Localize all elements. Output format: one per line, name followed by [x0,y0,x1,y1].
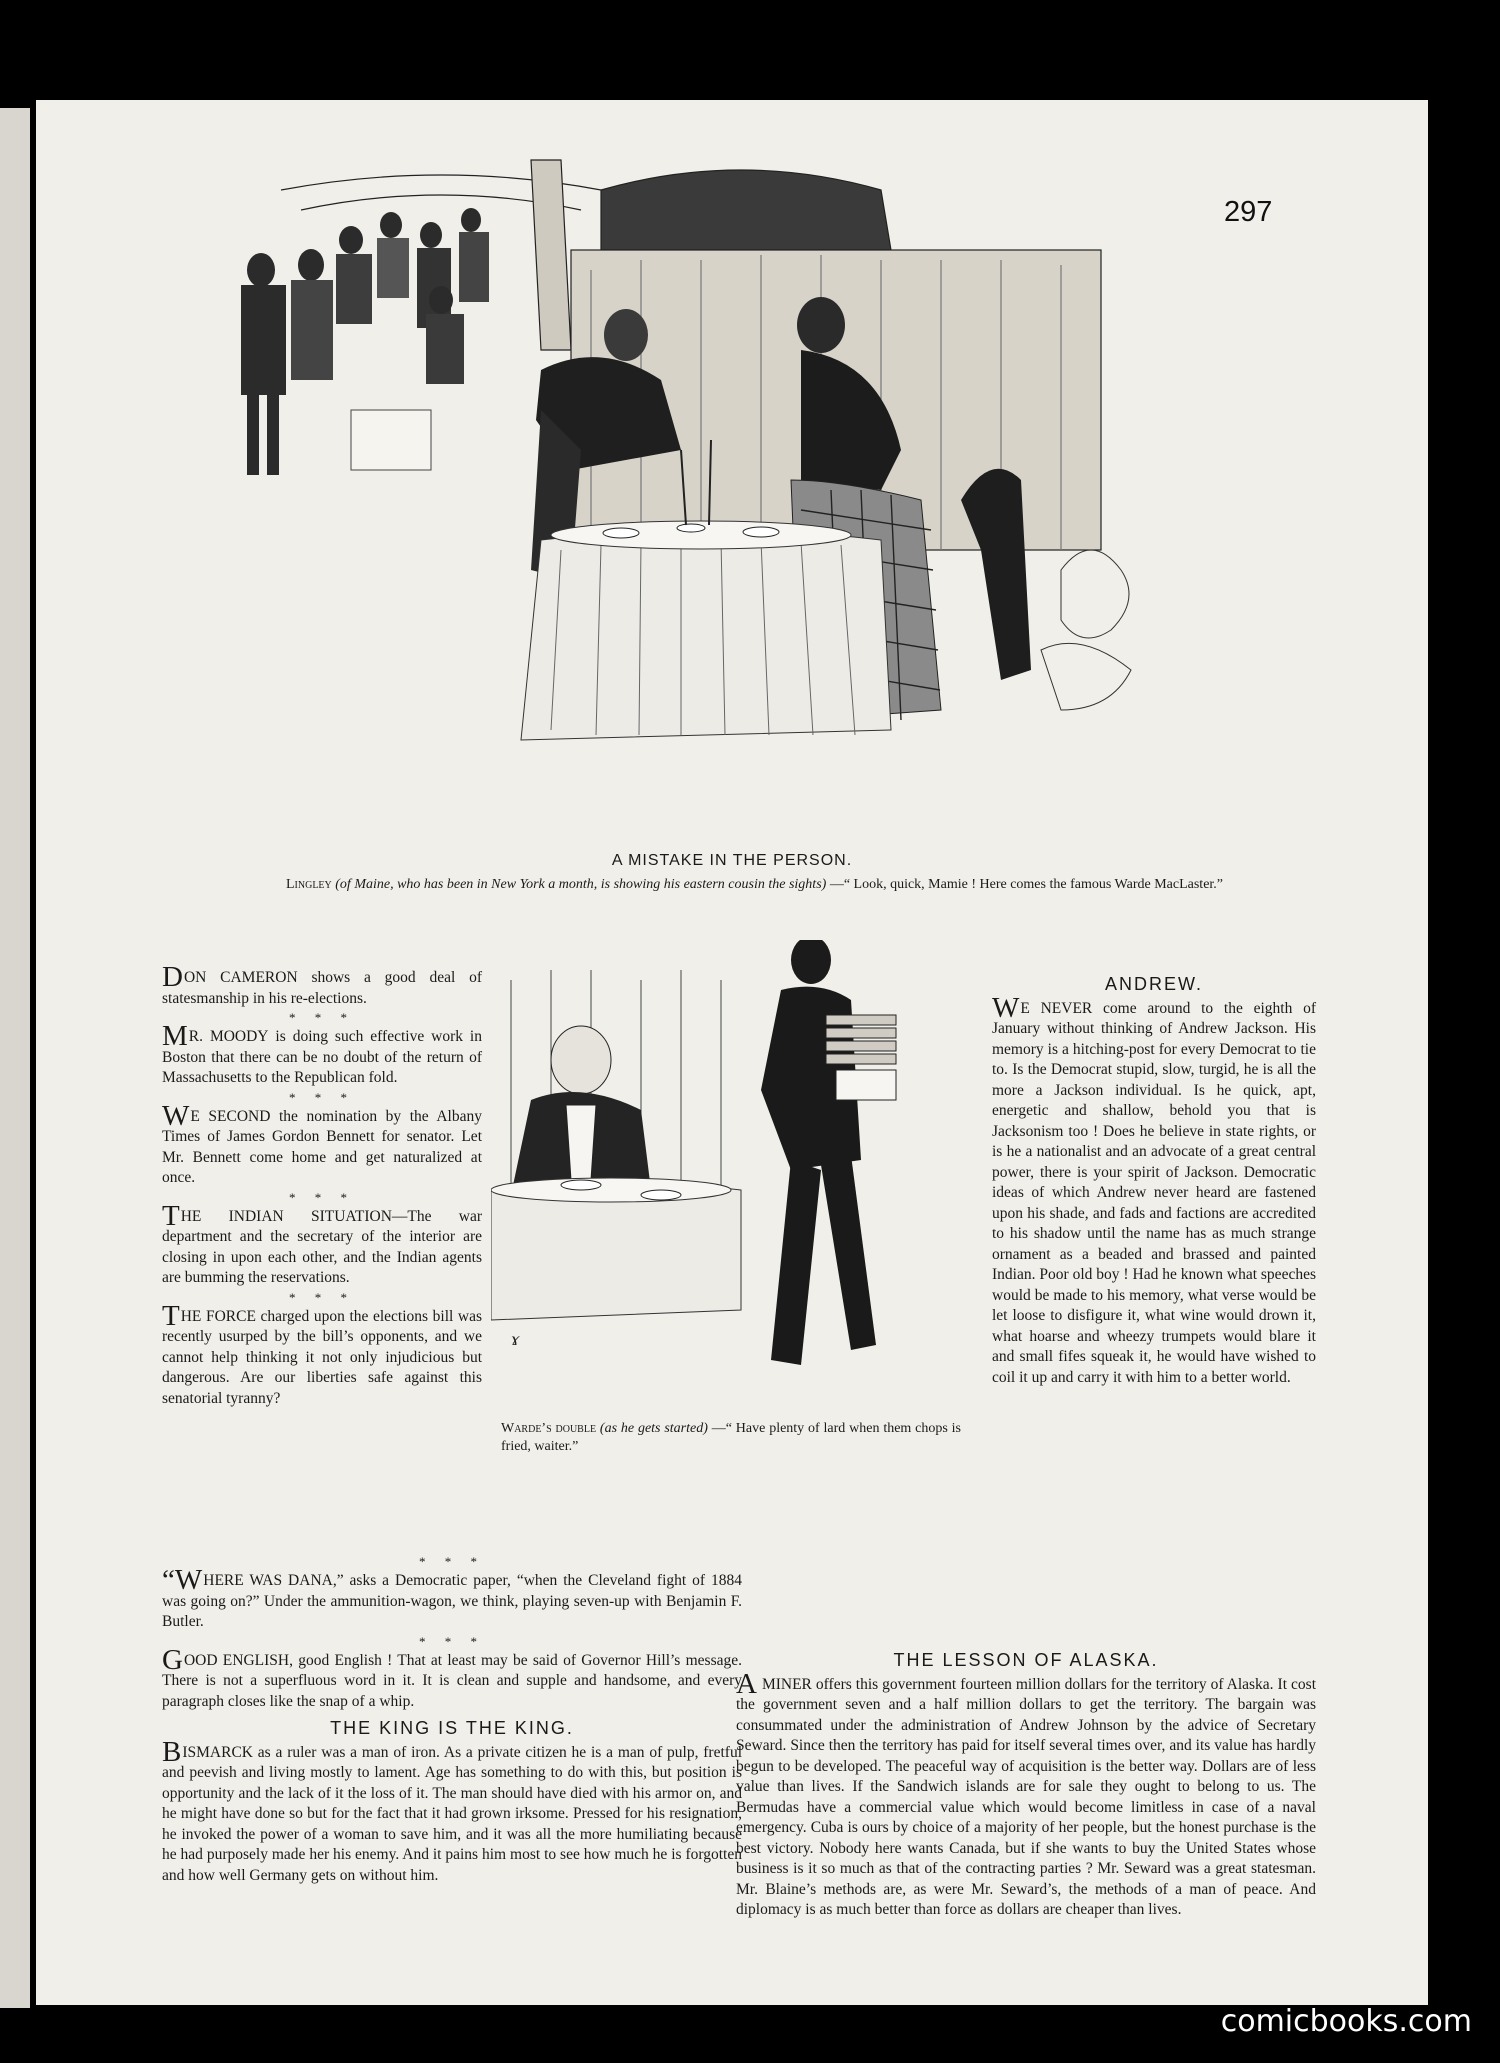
previous-page-edge [0,108,30,2008]
caption-2-quote: —“ Have plenty of lard when them chops is fried, waiter.” [501,1421,962,1455]
dropcap: W [162,1099,190,1132]
article-text: charged upon the elections bill was recently usurped by the bill’s opponents, and we cannot help thinking it not only injudicious but dangerous. Are our liberties safe against this senatorial tyranny? [162,1307,482,1407]
heading-andrew: ANDREW. [1104,974,1203,994]
article-text: good English ! That at least may be said of Governor Hill’s message. There is not a superfluous word in it. It is clean and supple and handsome, and every paragraph closes like the snap of a whip. [162,1651,742,1710]
dropcap: M [162,1020,188,1052]
separator: * * * [289,1010,355,1025]
article-lead: MINER [757,1675,812,1693]
illustration-dinner-scene [241,150,1231,760]
illustration-2-caption [501,1420,961,1456]
illustration-waiter-scene [491,940,961,1385]
article-lead: OOD ENGLISH, [183,1651,293,1669]
article-lead: HE INDIAN SITUATION [180,1207,392,1225]
article-lead: HE FORCE [180,1307,256,1325]
article-alaska [736,1667,1316,1921]
dropcap: “W [162,1564,203,1596]
dropcap: G [162,1643,183,1676]
caption-2-speaker: Warde’s double [501,1421,597,1436]
dropcap: B [162,1735,182,1768]
article-text: is doing such effective work in Boston that there can be no doubt of the return of Massachusetts to the Republican fold. [162,1028,482,1086]
bottom-left-column [162,1553,742,1886]
article-english [162,1643,742,1713]
article-text: —The war department and the secretary of the interior are closing in upon each other, and the Indian agents are bumming the reservations. [162,1207,482,1286]
article-king [162,1735,742,1887]
article-lead: E SECOND [190,1107,271,1125]
right-column [992,968,1316,1388]
article-lead: R. MOODY [188,1028,269,1045]
dropcap: T [162,1299,180,1332]
svg-text:ɤ: ɤ [511,1329,520,1349]
dropcap: D [162,961,183,993]
bottom-right-column [736,1500,1316,1921]
article-text: offers this government fourteen million dollars for the territory of Alaska. It cost the government seven and a half million dollars to get the territory. The bargain was consummated under the administration of Andrew Johnson by the advice of Secretary Seward. Since then the territory has paid for itself several times over, and its value has hardly begun to be developed. The peaceful way of acquisition is the better way. Dollars are of less value than lives. If the Sandwich islands are for sale they ought to belong to us. The Bermudas have a commercial value which would become limitless in case of a naval emergency. Cuba is ours by choice of a majority of her people, but the honest purchase is the best victory. Nobody here wants Canada, but if she wants to buy the United States whose business is it so much as that of the contracting parties ? Mr. Seward was a great statesman. Mr. Blaine’s methods are, as were Mr. Seward’s, the methods of a man of peace. And diplomacy is as much better than force as dollars are cheaper than lives. [736,1675,1316,1918]
magazine-page [36,100,1428,2005]
separator: * * * [419,1633,485,1649]
illustration-1-caption [286,876,1226,894]
page-number: 297 [1224,196,1273,228]
article-andrew [992,991,1316,1389]
article-text: come around to the eighth of January without thinking of Andrew Jackson. His memory is a hitching-post for every Democrat to tie to. Is the Democrat stupid, slow, turgid, he is all the more a Jackson individual. Is he quick, apt, energetic and shallow, behold you that is Jacksonism too ! Does he believe in state rights, or is he a nationalist and an advocate of a great central power, there is your spirit of Jackson. Democratic ideas of which Andrew never heard are fastened upon his shade, and fads and factions are accredited to his shadow until the name has as much strange ornament as a beaded and brassed and painted Indian. Poor old boy ! Had he known what speeches would be made to his memory, what verse would be let loose to disfigure it, what wine would drown it, what hoarse and wheezy trumpets would blare it and small fifes squeak it, he would have wished to coil it up and carry it with him to a better world. [992,999,1316,1386]
dropcap: A [736,1667,757,1700]
article-cameron [162,961,482,1009]
article-lead: ON CAMERON [183,969,298,986]
article-lead: ISMARCK [182,1743,253,1761]
article-text: asks a Democratic paper, “when the Cleveland fight of 1884 was going on?” Under the ammunition-wagon, we think, playing seven-up with Benjamin F. Butler. [162,1572,742,1630]
article-dana [162,1564,742,1633]
separator: * * * [419,1554,485,1569]
article-force [162,1299,482,1410]
heading-king: THE KING IS THE KING. [330,1718,574,1738]
article-text: shows a good deal of statesmanship in his re-elections. [162,969,482,1007]
caption-1-aside: (of Maine, who has been in New York a month, is showing his eastern cousin the sights) [335,877,827,892]
article-text: as a ruler was a man of iron. As a private citizen he is a man of pulp, fretful and peevish and living mostly to lament. Age has something to do with this, but position is opportunity and the lack of it the loss of it. The man should have died with his armor on, and he might have done so but for the fact that it had grown irksome. Pressed for his resignation, he invoked the power of a woman to save him, and it was all the more humiliating because he had purposely made her his enemy. And it pains him most to see how much he is forgotten and how well Germany gets on without him. [162,1743,742,1884]
article-lead: HERE WAS DANA,” [203,1572,344,1589]
article-text: the nomination by the Albany Times of James Gordon Bennett for senator. Let Mr. Bennett come home and get naturalized at once. [162,1107,482,1186]
heading-alaska: THE LESSON OF ALASKA. [893,1650,1159,1670]
watermark: comicbooks.com [1220,2004,1472,2039]
caption-2-aside: (as he gets started) [599,1421,708,1436]
left-column [162,961,482,1409]
article-lead: E NEVER [1020,999,1093,1017]
dropcap: W [992,991,1020,1024]
article-indian [162,1199,482,1289]
illustration-1-caption-title: A MISTAKE IN THE PERSON. [611,852,853,869]
separator: * * * [289,1289,355,1305]
dropcap: T [162,1199,180,1232]
separator: * * * [289,1189,355,1205]
article-second [162,1099,482,1189]
article-moody [162,1020,482,1089]
separator: * * * [289,1089,355,1105]
caption-1-quote: —“ Look, quick, Mamie ! Here comes the famous Warde MacLaster.” [829,877,1224,892]
caption-1-speaker: Lingley [286,877,332,892]
